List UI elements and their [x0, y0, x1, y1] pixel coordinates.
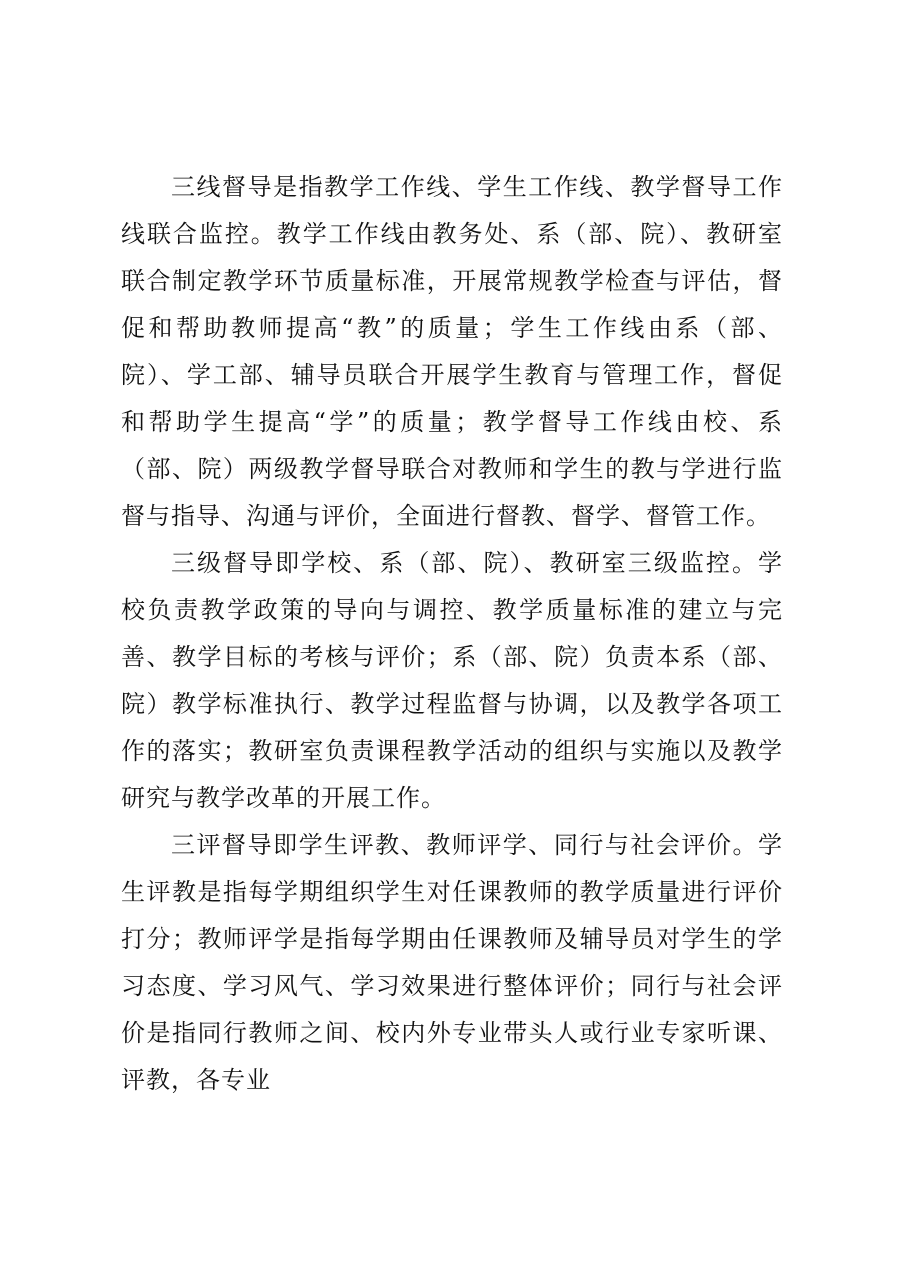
- paragraph-three-level-supervision: 三级督导即学校、系（部、院）、教研室三级监控。学校负责教学政策的导向与调控、教学质量标准的建立与完善、教学目标的考核与评价；系（部、院）负责本系（部、院）教学标准执行、教学过程监督与协调，以及教学各项工作的落实；教研室负责课程教学活动的组织与实施以及教学研究与教学改革的开展工作。: [121, 549, 783, 812]
- paragraph-three-line-supervision: 三线督导是指教学工作线、学生工作线、教学督导工作线联合监控。教学工作线由教务处、系（部、院）、教研室联合制定教学环节质量标准，开展常规教学检查与评估，督促和帮助教师提高“教”的质量；学生工作线由系（部、院）、学工部、辅导员联合开展学生教育与管理工作，督促和帮助学生提高“学”的质量；教学督导工作线由校、系（部、院）两级教学督导联合对教师和学生的教与学进行监督与指导、沟通与评价，全面进行督教、督学、督管工作。: [121, 173, 783, 530]
- paragraph-three-evaluation-supervision: 三评督导即学生评教、教师评学、同行与社会评价。学生评教是指每学期组织学生对任课教师的教学质量进行评价打分；教师评学是指每学期由任课教师及辅导员对学生的学习态度、学习风气、学习效果进行整体评价；同行与社会评价是指同行教师之间、校内外专业带头人或行业专家听课、评教，各专业: [121, 831, 783, 1094]
- document-body: [121, 164, 783, 1104]
